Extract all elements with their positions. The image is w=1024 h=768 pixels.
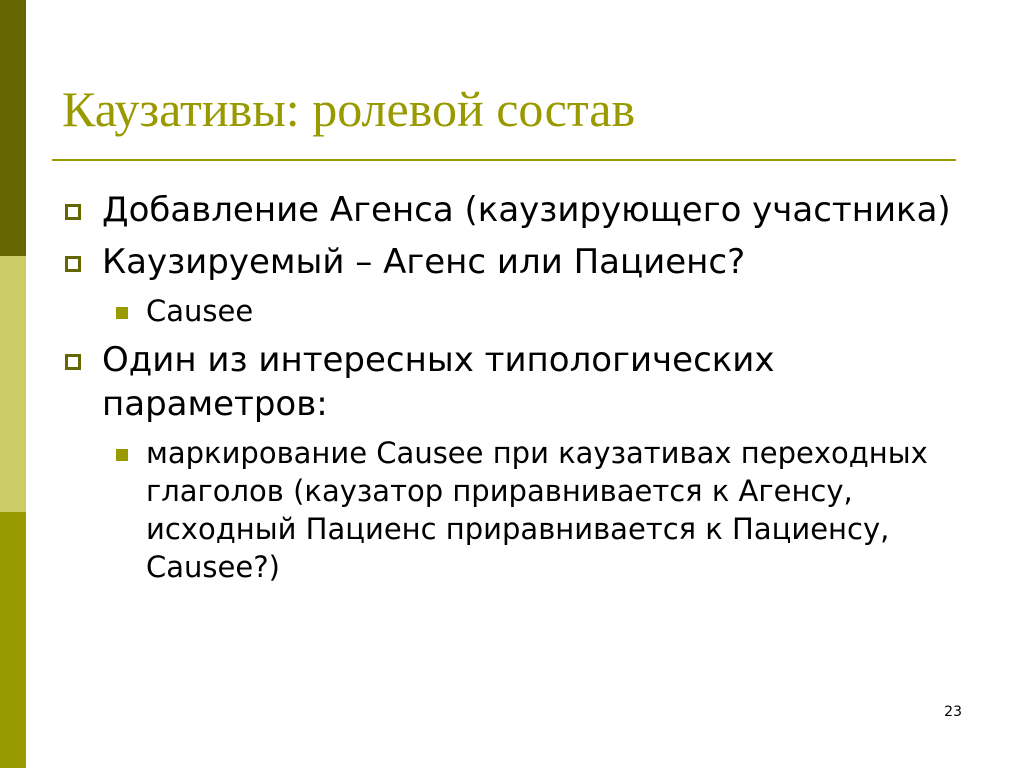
sub-bullet-item bbox=[62, 434, 972, 586]
hollow-square-bullet-icon bbox=[65, 354, 81, 370]
page-number: 23 bbox=[944, 704, 962, 720]
title-underline bbox=[52, 159, 956, 161]
filled-square-bullet-icon bbox=[116, 449, 128, 461]
hollow-square-bullet-icon bbox=[65, 204, 81, 220]
bullet-text: Добавление Агенса (каузирующего участника) bbox=[102, 190, 951, 230]
filled-square-bullet-icon bbox=[116, 307, 128, 319]
slide-content bbox=[62, 188, 972, 594]
bullet-text: Каузируемый – Агенс или Пациенс? bbox=[102, 242, 746, 282]
bullet-item bbox=[62, 240, 972, 284]
sub-bullet-item bbox=[62, 292, 972, 330]
side-bar-mid bbox=[0, 512, 26, 768]
hollow-square-bullet-icon bbox=[65, 256, 81, 272]
sub-bullet-text: маркирование Causee при каузативах переходных глаголов (каузатор приравнивается к Агенсу, исходный Пациенс приравнивается к Пациенсу, Causee?) bbox=[146, 436, 928, 584]
side-bar-light bbox=[0, 256, 26, 512]
sub-bullet-text: Causee bbox=[146, 294, 254, 328]
bullet-item bbox=[62, 338, 972, 426]
slide-title: Каузативы: ролевой состав bbox=[62, 81, 636, 137]
bullet-text: Один из интересных типологических параметров: bbox=[102, 340, 775, 424]
side-bar-dark bbox=[0, 0, 26, 256]
bullet-item bbox=[62, 188, 972, 232]
